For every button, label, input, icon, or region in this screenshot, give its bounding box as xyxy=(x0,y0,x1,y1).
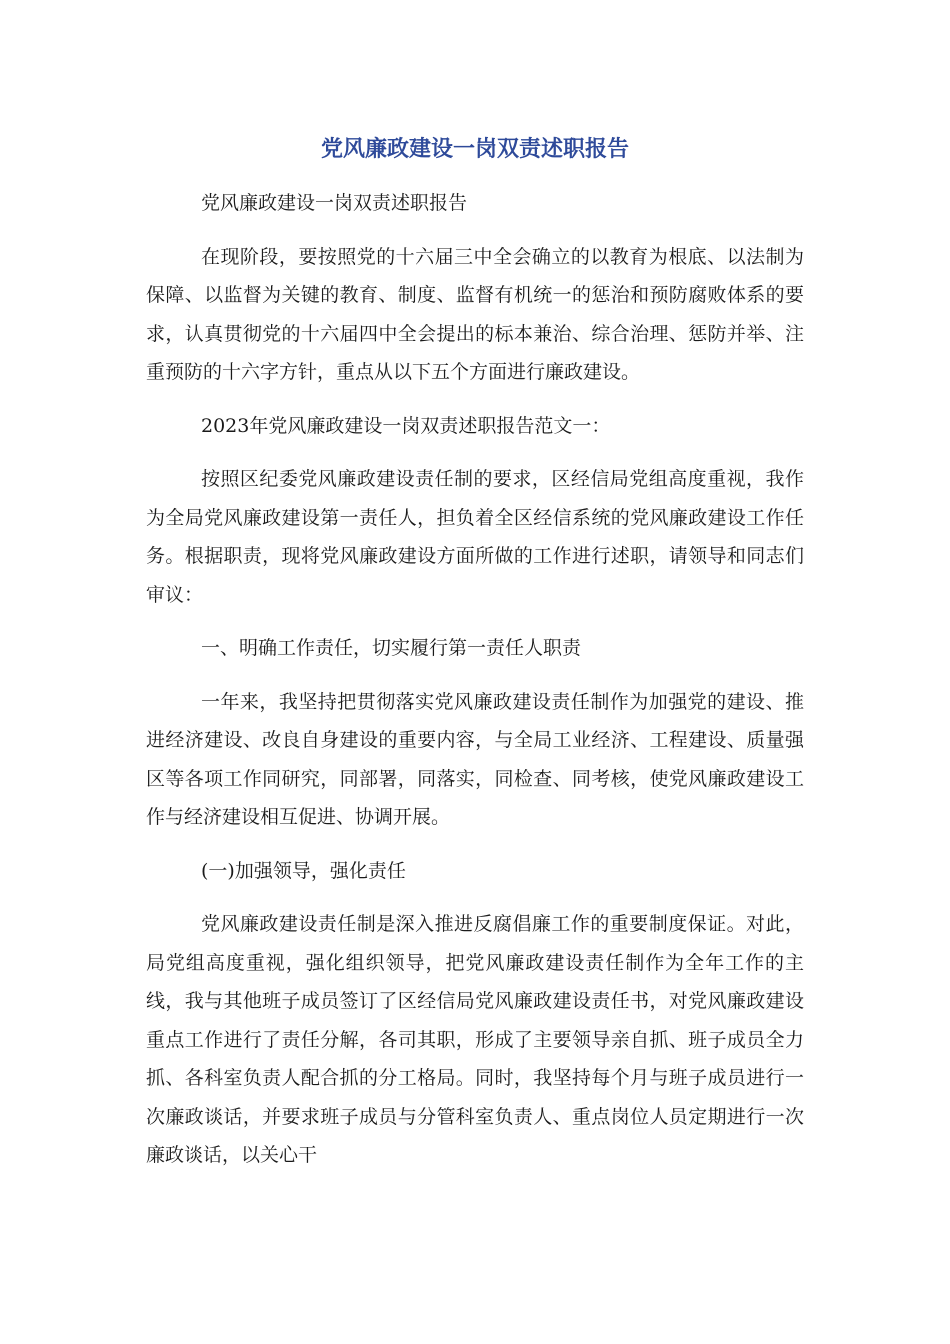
document-title: 党风廉政建设一岗双责述职报告 xyxy=(320,137,629,162)
paragraph-intro: 在现阶段，要按照党的十六届三中全会确立的以教育为根底、以法制为保障、以监督为关键的教育、制度、监督有机统一的惩治和预防腐败体系的要求，认真贯彻党的十六届四中全会提出的标本兼治、综合治理、惩防并举、注重预防的十六字方针，重点从以下五个方面进行廉政建设。 xyxy=(146,245,804,383)
paragraph-subsection-1: 党风廉政建设责任制是深入推进反腐倡廉工作的重要制度保证。对此，局党组高度重视，强化组织领导，把党风廉政建设责任制作为全年工作的主线，我与其他班子成员签订了区经信局党风廉政建设责任书，对党风廉政建设重点工作进行了责任分解，各司其职，形成了主要领导亲自抓、班子成员全力抓、各科室负责人配合抓的分工格局。同时，我坚持每个月与班子成员进行一次廉政谈话，并要求班子成员与分管科室负责人、重点岗位人员定期进行一次廉政谈话，以关心干 xyxy=(146,913,804,1166)
paragraph-opening: 按照区纪委党风廉政建设责任制的要求，区经信局党组高度重视，我作为全局党风廉政建设第一责任人，担负着全区经信系统的党风廉政建设工作任务。根据职责，现将党风廉政建设方面所做的工作进行述职，请领导和同志们审议： xyxy=(146,468,804,606)
section-heading-1: 一、明确工作责任，切实履行第一责任人职责 xyxy=(201,637,582,659)
subsection-heading-1: (一)加强领导，强化责任 xyxy=(201,859,406,882)
paragraph-section-1: 一年来，我坚持把贯彻落实党风廉政建设责任制作为加强党的建设、推进经济建设、改良自身建设的重要内容，与全局工业经济、工程建设、质量强区等各项工作同研究，同部署，同落实，同检查、同考核，使党风廉政建设工作与经济建设相互促进、协调开展。 xyxy=(146,690,804,828)
paragraph-sample-heading: 2023年党风廉政建设一岗双责述职报告范文一： xyxy=(201,414,611,437)
paragraph-subtitle: 党风廉政建设一岗双责述职报告 xyxy=(201,192,468,214)
document-body xyxy=(146,184,804,1190)
